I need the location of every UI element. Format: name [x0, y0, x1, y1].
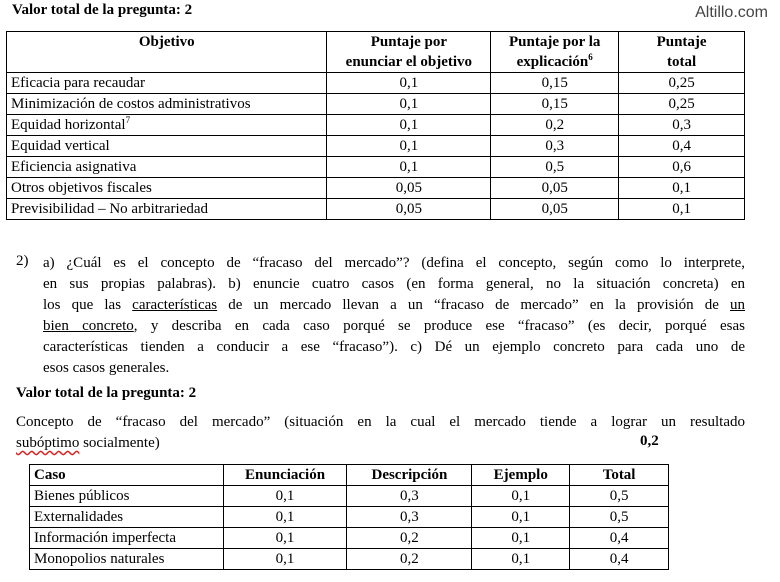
concept-paragraph [16, 412, 745, 454]
col-puntaje-enunciar-l2: enunciar el objetivo [345, 54, 473, 70]
q2-line [43, 337, 745, 358]
score-explicacion [491, 178, 619, 199]
score-total [619, 178, 745, 199]
score-enunciar [327, 157, 491, 178]
score-explicacion [491, 199, 619, 220]
q2-text-segment: los que las [43, 297, 133, 313]
score-total-text: 0,6 [672, 159, 691, 175]
score-explicacion-text: 0,15 [541, 75, 568, 91]
score-enunciacion: 0,1 [223, 507, 347, 528]
score-enunciar-text: 0,1 [399, 96, 419, 112]
q2-title: Valor total de la pregunta: 2 [16, 385, 197, 401]
concept-line-2 [16, 433, 745, 454]
score-enunciacion: 0,1 [223, 486, 347, 507]
col-puntaje-total [619, 32, 745, 73]
objective-name-text: Equidad horizontal [11, 117, 126, 133]
score-total [619, 199, 745, 220]
objective-name-text: Minimización de costos administrativos [11, 96, 251, 112]
score-total-text: 0,4 [672, 138, 691, 154]
score-total-text: 0,1 [672, 201, 691, 217]
col-puntaje-enunciar [327, 32, 491, 73]
score-total: 0,5 [570, 507, 669, 528]
score-descripcion: 0,3 [347, 486, 472, 507]
score-explicacion [491, 157, 619, 178]
q2-question-text [43, 253, 745, 379]
concept-line-1: Concepto de “fracaso del mercado” (situación en la cual el mercado tiende a lograr un resultado [16, 414, 745, 430]
objective-name-text: Previsibilidad – No arbitrariedad [11, 201, 209, 217]
q1-title: Valor total de la pregunta: 2 [12, 2, 193, 18]
objective-row [7, 199, 745, 220]
col-ejemplo: Ejemplo [472, 465, 570, 486]
score-enunciar [327, 178, 491, 199]
objective-row [7, 94, 745, 115]
score-total [619, 73, 745, 94]
cases-header-row [30, 465, 669, 486]
q2-line [43, 358, 745, 379]
score-enunciar [327, 136, 491, 157]
score-enunciar [327, 94, 491, 115]
score-explicacion-text: 0,15 [541, 96, 568, 112]
score-total [619, 157, 745, 178]
score-total-text: 0,25 [668, 75, 695, 91]
col-puntaje-explicacion [491, 32, 619, 73]
score-explicacion-text: 0,05 [541, 201, 568, 217]
case-row [30, 507, 669, 528]
score-enunciar-text: 0,05 [395, 180, 422, 196]
q2-line [43, 253, 745, 274]
case-row [30, 528, 669, 549]
col-puntaje-explicacion-l1: Puntaje por la [508, 34, 601, 50]
score-total: 0,5 [570, 486, 669, 507]
case-name: Externalidades [30, 507, 224, 528]
score-descripcion: 0,3 [347, 507, 472, 528]
score-total-text: 0,3 [672, 117, 691, 133]
objective-name-text: Eficiencia asignativa [11, 159, 137, 175]
score-total: 0,4 [570, 549, 669, 570]
score-total [619, 115, 745, 136]
objective-name-text: Eficacia para recaudar [11, 75, 146, 91]
score-total [619, 94, 745, 115]
q2-line [43, 316, 745, 337]
q2-text-segment: , y describa en cada caso porqué se produce ese “fracaso” (es decir, porqué esas [133, 318, 745, 334]
objective-name-text: Equidad vertical [11, 138, 110, 154]
case-name: Bienes públicos [30, 486, 224, 507]
score-ejemplo: 0,1 [472, 528, 570, 549]
score-explicacion-text: 0,3 [545, 138, 565, 154]
score-total-text: 0,1 [672, 180, 691, 196]
score-enunciar [327, 73, 491, 94]
objective-name [7, 199, 327, 220]
score-total [619, 136, 745, 157]
score-descripcion: 0,2 [347, 528, 472, 549]
objective-name [7, 94, 327, 115]
score-enunciar [327, 115, 491, 136]
objective-name [7, 157, 327, 178]
score-explicacion-text: 0,5 [545, 159, 565, 175]
q2-text-segment: características tienden a conducir a ese “fracaso”). c) Dé un ejemplo concreto para cada uno de [43, 339, 745, 355]
underlined-term: características [132, 297, 218, 313]
score-enunciacion: 0,1 [223, 528, 347, 549]
col-puntaje-enunciar-l1: Puntaje por [370, 34, 447, 50]
score-enunciar-text: 0,05 [395, 201, 422, 217]
objective-row [7, 157, 745, 178]
objective-row [7, 115, 745, 136]
col-puntaje-explicacion-l2: explicación [516, 54, 589, 70]
concept-score: 0,2 [640, 433, 659, 449]
score-total-text: 0,25 [668, 96, 695, 112]
col-descripcion: Descripción [347, 465, 472, 486]
score-ejemplo: 0,1 [472, 549, 570, 570]
objective-name-text: Otros objetivos fiscales [11, 180, 152, 196]
q2-number: 2) [16, 253, 29, 269]
objective-name [7, 178, 327, 199]
objective-row [7, 136, 745, 157]
case-row [30, 549, 669, 570]
q2-line [43, 295, 745, 316]
objectives-header-row [7, 32, 745, 73]
q2-text-segment: de un mercado llevan a un “fracaso de mercado” en la provisión de [217, 297, 731, 313]
concept-wavy-word: subóptimo [16, 435, 80, 451]
score-enunciar-text: 0,1 [399, 159, 419, 175]
q2-text-segment: en sus propias palabras). b) enuncie cuatro casos (en forma general, no la situación concreta) en [43, 276, 745, 292]
col-objetivo: Objetivo [7, 32, 327, 73]
objective-name [7, 136, 327, 157]
site-watermark: Altillo.com [695, 4, 768, 21]
score-enunciacion: 0,1 [223, 549, 347, 570]
score-enunciar-text: 0,1 [399, 117, 419, 133]
underlined-term: un [730, 297, 746, 313]
col-total: Total [570, 465, 669, 486]
case-name: Monopolios naturales [30, 549, 224, 570]
score-explicacion [491, 94, 619, 115]
case-row [30, 486, 669, 507]
score-explicacion-text: 0,05 [541, 180, 568, 196]
objectives-score-table [6, 31, 745, 220]
score-enunciar-text: 0,1 [399, 75, 419, 91]
score-explicacion [491, 115, 619, 136]
objective-name [7, 73, 327, 94]
case-name: Información imperfecta [30, 528, 224, 549]
q2-line [43, 274, 745, 295]
underlined-term: bien concreto [43, 318, 134, 334]
objective-row [7, 73, 745, 94]
concept-line-2-rest: socialmente) [79, 435, 160, 451]
score-explicacion-text: 0,2 [545, 117, 565, 133]
col-puntaje-total-l1: Puntaje [656, 34, 707, 50]
col-enunciacion: Enunciación [223, 465, 347, 486]
footnote-ref-6: 6 [588, 52, 593, 62]
score-enunciar-text: 0,1 [399, 138, 419, 154]
footnote-ref: 7 [125, 115, 131, 125]
objective-row [7, 178, 745, 199]
score-explicacion [491, 136, 619, 157]
col-caso: Caso [30, 465, 224, 486]
score-ejemplo: 0,1 [472, 507, 570, 528]
score-total: 0,4 [570, 528, 669, 549]
score-ejemplo: 0,1 [472, 486, 570, 507]
objective-name [7, 115, 327, 136]
score-descripcion: 0,2 [347, 549, 472, 570]
col-puntaje-total-l2: total [666, 54, 697, 70]
q2-text-segment: esos casos generales. [43, 360, 170, 376]
score-enunciar [327, 199, 491, 220]
score-explicacion [491, 73, 619, 94]
q2-text-segment: a) ¿Cuál es el concepto de “fracaso del mercado”? (defina el concepto, según como lo interprete, [43, 255, 745, 271]
cases-score-table [29, 464, 669, 570]
